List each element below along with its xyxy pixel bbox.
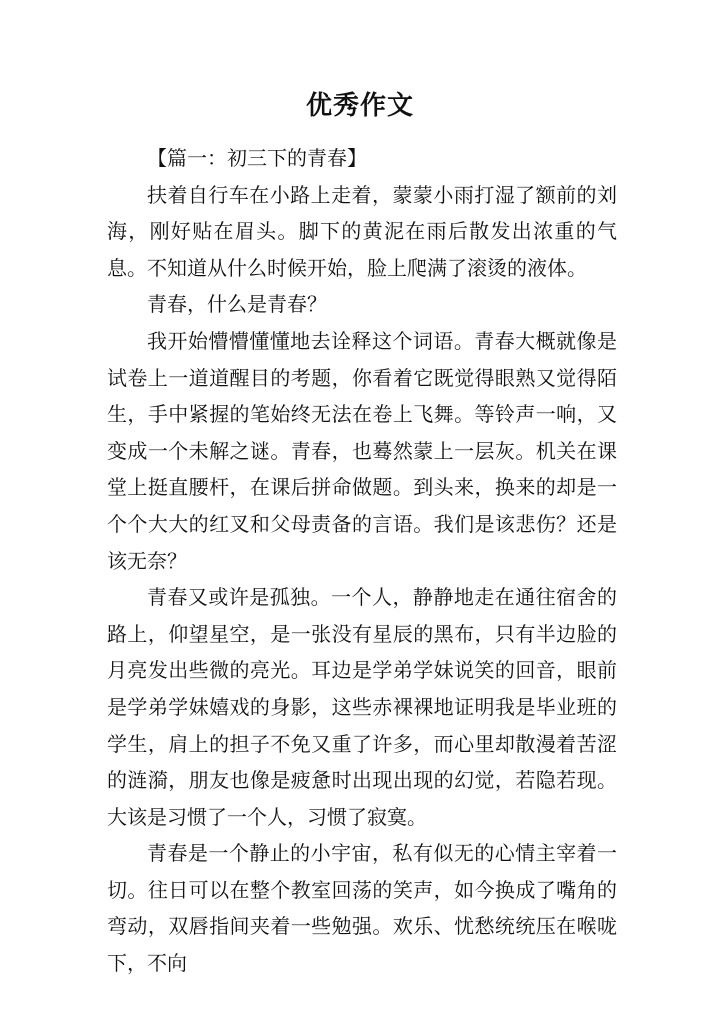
- section-heading: 【篇一：初三下的青春】: [147, 146, 367, 170]
- essay-body: [107, 140, 617, 982]
- paragraph: 青春是一个静止的小宇宙，私有似无的心情主宰着一切。往日可以在整个教室回荡的笑声，如今换成了嘴角的弯动，双唇指间夹着一些勉强。欢乐、忧愁统统压在喉咙下，不向: [107, 841, 617, 976]
- document-title: 优秀作文: [305, 91, 414, 121]
- paragraph: 青春，什么是青春？: [147, 292, 327, 317]
- paragraph: 青春又或许是孤独。一个人，静静地走在通往宿舍的路上，仰望星空，是一张没有星辰的黑布，只有半边脸的月亮发出些微的亮光。耳边是学弟学妹说笑的回音，眼前是学弟学妹嬉戏的身影，这些赤裸裸地证明我是毕业班的学生，肩上的担子不免又重了许多，而心里却散漫着苦涩的涟漪，朋友也像是疲惫时出现出现的幻觉，若隐若现。大该是习惯了一个人，习惯了寂寞。: [107, 585, 617, 829]
- paragraph: 我开始懵懵懂懂地去诠释这个词语。青春大概就像是试卷上一道道醒目的考题，你看着它既觉得眼熟又觉得陌生，手中紧握的笔始终无法在卷上飞舞。等铃声一响，又变成一个未解之谜。青春，也蓦然蒙上一层灰。机关在课堂上挺直腰杆，在课后拼命做题。到头来，换来的却是一个个大大的红叉和父母责备的言语。我们是该悲伤？还是该无奈？: [107, 328, 617, 573]
- paragraph: 扶着自行车在小路上走着，蒙蒙小雨打湿了额前的刘海，刚好贴在眉头。脚下的黄泥在雨后散发出浓重的气息。不知道从什么时候开始，脸上爬满了滚烫的液体。: [107, 182, 617, 280]
